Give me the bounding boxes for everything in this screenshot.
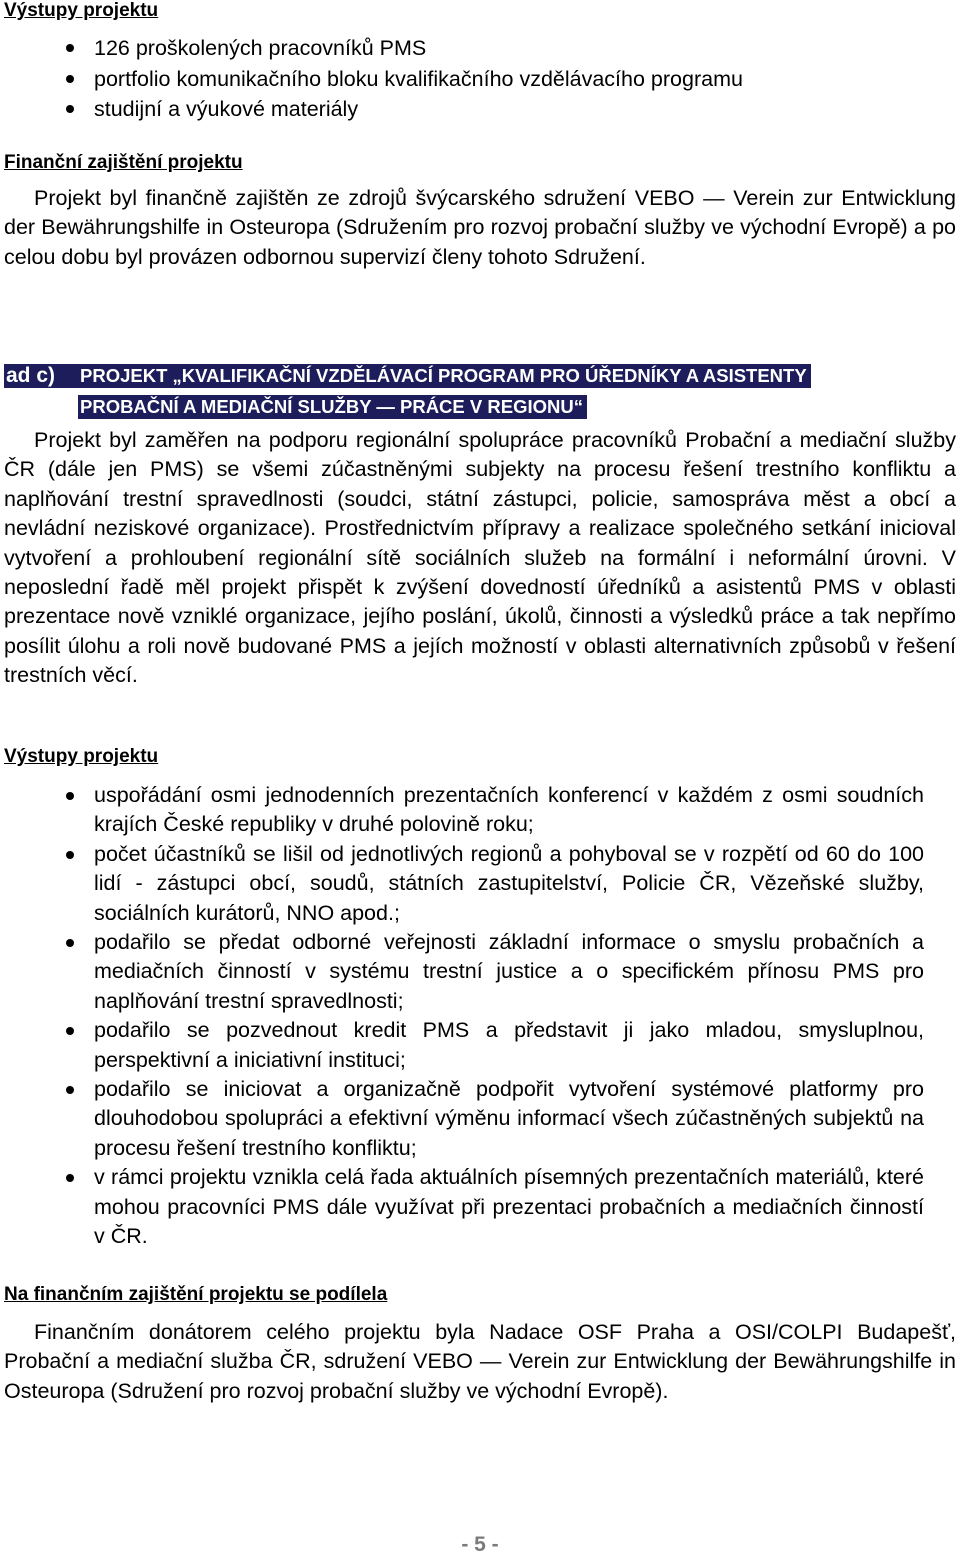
list-item xyxy=(4,33,864,64)
outputs-list-1 xyxy=(4,33,864,125)
list-item xyxy=(4,1016,924,1075)
financing-heading: Finanční zajištění projektu xyxy=(4,152,243,173)
list-item-text: počet účastníků se lišil od jednotlivých regionů a pohyboval se v rozpětí od 60 do 100 lidí - zástupci obcí, soudů, státních zastupitelství, Policie ČR, Vězeňské služby, sociálních kurátorů, NNO apod.; xyxy=(94,841,924,925)
list-item-text: podařilo se pozvednout kredit PMS a představit ji jako mladou, smysluplnou, perspektivní a iniciativní instituci; xyxy=(94,1018,924,1072)
section-c-title-text-2: PROBAČNÍ A MEDIAČNÍ SLUŽBY — PRÁCE V REGIONU“ xyxy=(78,395,587,419)
bullet-icon xyxy=(66,792,74,800)
section-c-title-line-1 xyxy=(4,360,811,391)
list-item-text: v rámci projektu vznikla celá řada aktuálních písemných prezentačních materiálů, které mohou pracovníci PMS dále využívat při prezentaci probačních a mediačních činností v ČR. xyxy=(94,1165,924,1249)
list-item xyxy=(4,928,924,1016)
list-item xyxy=(4,94,864,125)
list-item-text: uspořádání osmi jednodenních prezentačních konferencí v každém z osmi soudních krajích České republiky v druhé polovině roku; xyxy=(94,783,924,837)
bullet-icon xyxy=(66,851,74,859)
bullet-icon xyxy=(66,1086,74,1094)
bullet-icon xyxy=(66,939,74,947)
outputs-list-2 xyxy=(4,781,924,1252)
list-item xyxy=(4,781,924,840)
list-item-text: 126 proškolených pracovníků PMS xyxy=(94,36,427,60)
list-item xyxy=(4,1163,924,1251)
bullet-icon xyxy=(66,44,74,52)
page-number: - 5 - xyxy=(461,1533,499,1556)
outputs-heading-2: Výstupy projektu xyxy=(4,746,159,767)
section-c-title-line-2 xyxy=(4,391,811,422)
list-item-text: podařilo se předat odborné veřejnosti základní informace o smyslu probačních a mediačních činností v systému trestní justice a o specifickém přínosu PMS pro naplňování trestní spravedlnosti; xyxy=(94,930,924,1013)
participation-paragraph: Finančním donátorem celého projektu byla Nadace OSF Praha a OSI/COLPI Budapešť, Probační a mediační služba ČR, sdružení VEBO — Verein zur Entwicklung der Bewährungshilfe in Osteuropa (Sdružení pro rozvoj probační služby ve východní Evropě). xyxy=(4,1320,956,1403)
participation-heading: Na finančním zajištění projektu se podílela xyxy=(4,1284,388,1305)
section-c-title-text-1: PROJEKT „KVALIFIKAČNÍ VZDĚLÁVACÍ PROGRAM PRO ÚŘEDNÍKY A ASISTENTY xyxy=(80,365,807,386)
list-item xyxy=(4,64,864,95)
financing-paragraph: Projekt byl finančně zajištěn ze zdrojů švýcarského sdružení VEBO — Verein zur Entwicklung der Bewährungshilfe in Osteuropa (Sdružením pro rozvoj probační služby ve východní Evropě) a po celou dobu byl provázen odbornou supervizí členy tohoto Sdružení. xyxy=(4,186,956,269)
bullet-icon xyxy=(66,1027,74,1035)
bullet-icon xyxy=(66,1174,74,1182)
section-c-paragraph: Projekt byl zaměřen na podporu regionální spolupráce pracovníků Probační a mediační služby ČR (dále jen PMS) se všemi zúčastněnými subjekty na procesu řešení trestního konfliktu a naplňování trestní spravedlnosti (soudci, státní zástupci, policie, samospráva měst a obcí a nevládní neziskové organizace). Prostřednictvím přípravy a realizace společného setkání inicioval vytvoření a prohloubení regionální sítě sociálních služeb na formální i neformální úrovni. V neposlední řadě měl projekt přispět k zvýšení dovedností úředníků a asistentů PMS v oblasti prezentace nově vzniklé organizace, jejího poslání, úkolů, činnosti a výsledků práce a tak nepřímo posílit úlohu a roli nově budované PMS a jejích možností v oblasti alternativních způsobů v řešení trestních věcí. xyxy=(4,428,956,688)
outputs-heading-1: Výstupy projektu xyxy=(4,0,159,21)
bullet-icon xyxy=(66,75,74,83)
bullet-icon xyxy=(66,105,74,113)
list-item xyxy=(4,840,924,928)
list-item-text: podařilo se iniciovat a organizačně podpořit vytvoření systémové platformy pro dlouhodobou spolupráci a efektivní výměnu informací všech zúčastněných subjektů na procesu řešení trestního konfliktu; xyxy=(94,1077,924,1160)
list-item-text: portfolio komunikačního bloku kvalifikačního vzdělávacího programu xyxy=(94,66,743,91)
list-item-text: studijní a výukové materiály xyxy=(94,97,359,121)
section-c-title xyxy=(4,360,811,422)
list-item xyxy=(4,1075,924,1163)
section-c-label: ad c) xyxy=(6,364,56,387)
